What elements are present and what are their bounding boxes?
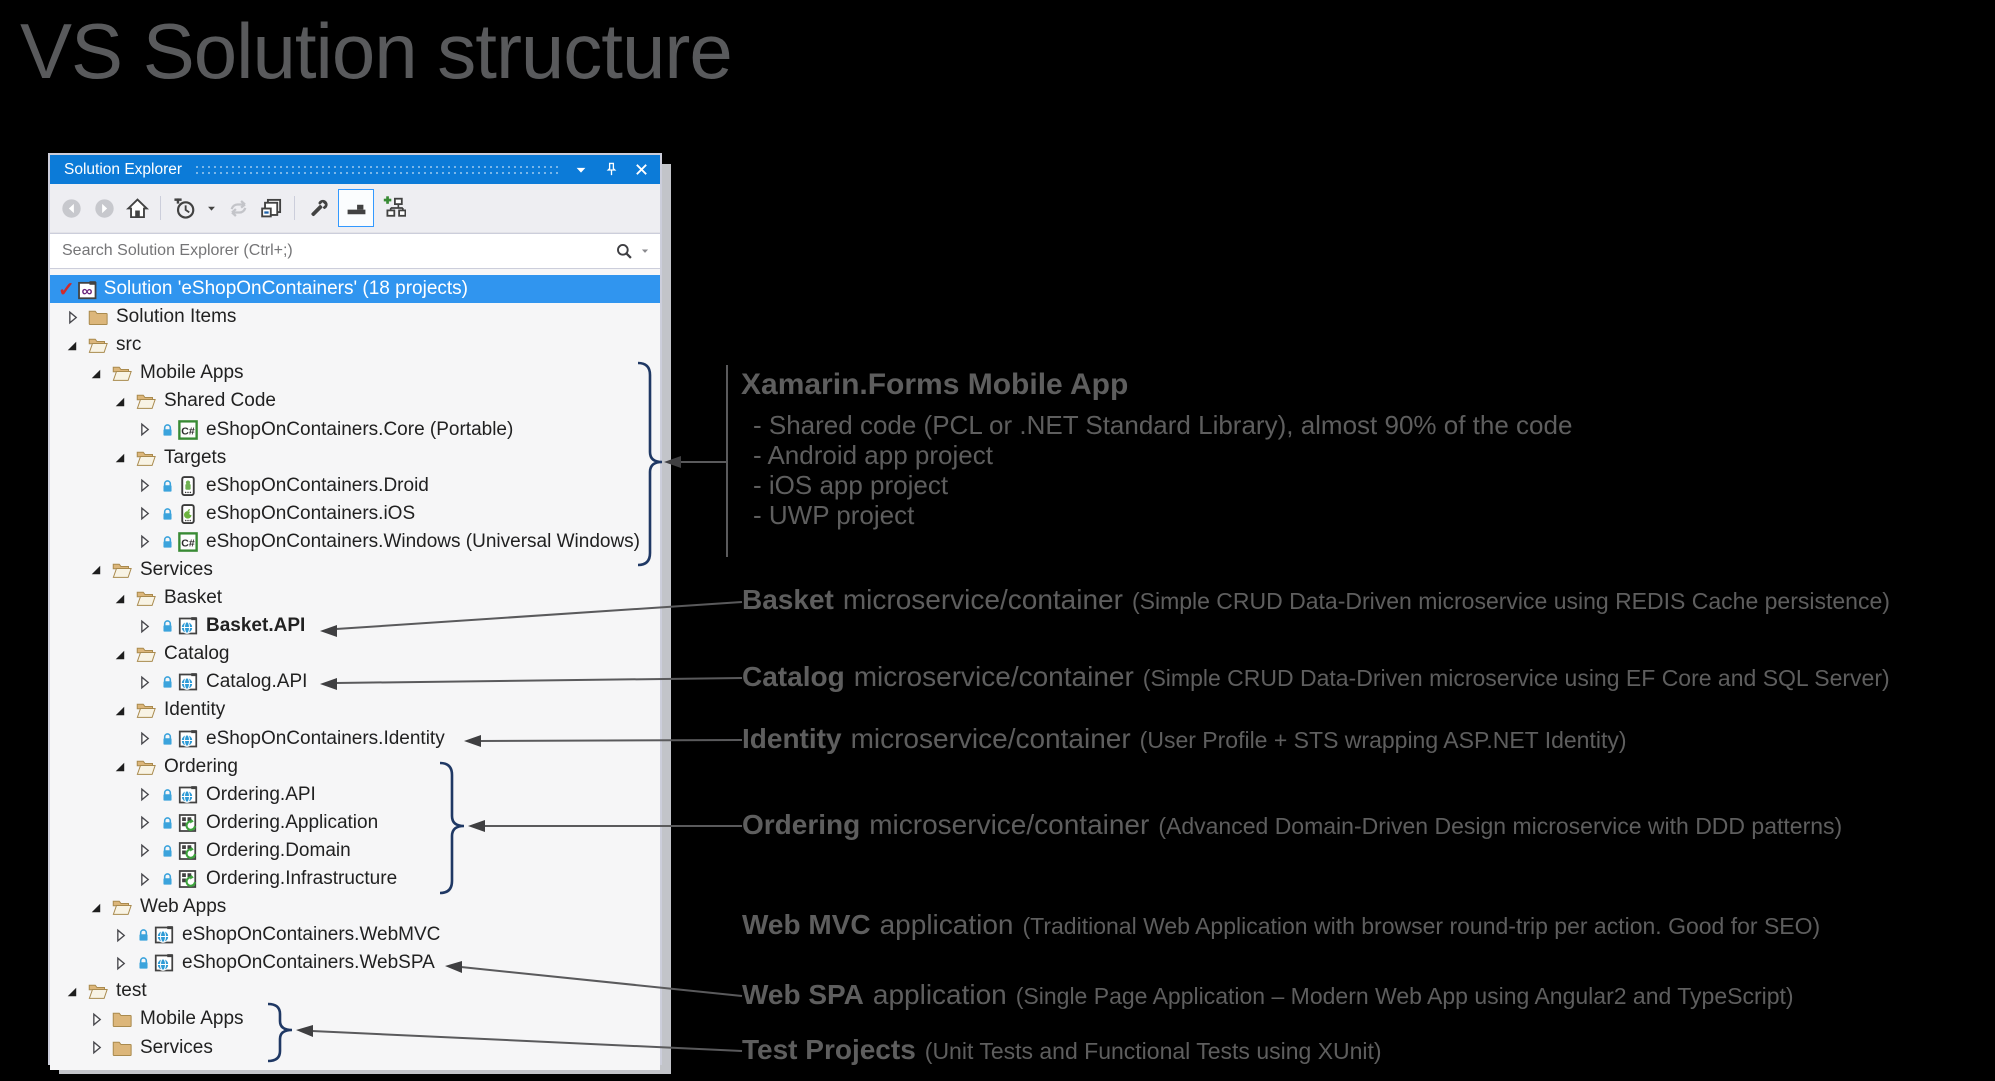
folder-open-icon xyxy=(136,588,156,608)
chevron-collapsed-icon[interactable] xyxy=(88,1039,105,1056)
callout-mid: microservice/container xyxy=(850,723,1131,754)
callout-lead: Web MVC xyxy=(742,909,871,940)
callout-mid: application xyxy=(879,909,1014,940)
tree-item-label: Basket xyxy=(164,587,223,609)
callout-lead: Web SPA xyxy=(742,979,864,1010)
chevron-expanded-icon[interactable] xyxy=(112,590,129,607)
web-project-icon xyxy=(178,672,198,692)
callout-mid: microservice/container xyxy=(869,809,1150,840)
tree-item-label: eShopOnContainers.Core (Portable) xyxy=(206,418,514,440)
chevron-collapsed-icon[interactable] xyxy=(136,674,153,691)
chevron-expanded-icon[interactable] xyxy=(88,365,105,382)
chevron-collapsed-icon[interactable] xyxy=(136,814,153,831)
tree-item-label: Mobile Apps xyxy=(140,1008,244,1030)
chevron-collapsed-icon[interactable] xyxy=(112,955,129,972)
lock-icon xyxy=(160,871,175,887)
chevron-expanded-icon[interactable] xyxy=(64,337,81,354)
chevron-collapsed-icon[interactable] xyxy=(112,927,129,944)
callout-mid: microservice/container xyxy=(842,584,1123,615)
folder-open-icon xyxy=(136,391,156,411)
sync-with-active-document-icon[interactable] xyxy=(381,195,407,221)
folder-open-icon xyxy=(136,700,156,720)
callout-mid: application xyxy=(872,979,1007,1010)
toolbar-separator xyxy=(294,196,295,220)
tree-item[interactable] xyxy=(50,977,660,1005)
window-titlebar[interactable] xyxy=(50,155,660,184)
tree-item-label: Ordering.API xyxy=(206,783,316,805)
callout-ordering xyxy=(742,809,1842,841)
sync-icon[interactable] xyxy=(225,195,251,221)
callout-lead: Basket xyxy=(742,584,834,615)
search-placeholder: Search Solution Explorer (Ctrl+;) xyxy=(62,242,293,259)
lock-icon xyxy=(160,815,175,831)
chevron-expanded-icon[interactable] xyxy=(112,702,129,719)
chevron-expanded-icon[interactable] xyxy=(88,561,105,578)
csharp-project-icon xyxy=(178,420,198,440)
tree-item[interactable] xyxy=(50,500,660,528)
annotation-bullet: - Android app project xyxy=(753,440,993,470)
tree-item-label: Services xyxy=(140,558,213,580)
callout-paren: (Simple CRUD Data-Driven microservice using EF Core and SQL Server) xyxy=(1142,665,1890,691)
annotation-bullet: - iOS app project xyxy=(753,470,949,500)
window-title: Solution Explorer xyxy=(64,160,183,178)
annotation-bullet: - UWP project xyxy=(753,500,915,530)
tree-item[interactable] xyxy=(50,696,660,724)
solution-icon xyxy=(76,279,96,299)
svg-text:C#: C# xyxy=(181,537,195,550)
chevron-collapsed-icon[interactable] xyxy=(136,730,153,747)
callout-catalog xyxy=(742,661,1890,693)
folder-open-icon xyxy=(88,335,108,355)
callout-identity xyxy=(742,723,1627,755)
lock-icon xyxy=(136,955,151,971)
tree-item-label: Catalog xyxy=(164,643,230,665)
callout-web-spa xyxy=(742,979,1794,1011)
tree-item[interactable] xyxy=(50,444,660,472)
folder-open-icon xyxy=(136,757,156,777)
solution-explorer-window xyxy=(48,153,662,1065)
titlebar-grip-texture xyxy=(194,164,558,176)
tree-item-label: Ordering.Infrastructure xyxy=(206,868,398,890)
toolbar-separator xyxy=(160,196,161,220)
tree-item[interactable] xyxy=(50,668,660,696)
lock-icon xyxy=(160,534,175,550)
folder-closed-icon xyxy=(88,307,108,327)
home-icon[interactable] xyxy=(124,195,150,221)
folder-open-icon xyxy=(136,448,156,468)
web-project-icon xyxy=(154,925,174,945)
callout-paren: (User Profile + STS wrapping ASP.NET Identity) xyxy=(1139,727,1627,753)
tree-item-label: Ordering.Application xyxy=(206,811,379,833)
tree-item-label: eShopOnContainers.Windows (Universal Windows) xyxy=(206,530,641,552)
source-control-check-icon: ✓ xyxy=(58,278,75,301)
tree-item-label: Mobile Apps xyxy=(140,362,244,384)
properties-wrench-icon[interactable] xyxy=(305,195,331,221)
chevron-expanded-icon[interactable] xyxy=(112,393,129,410)
chevron-collapsed-icon[interactable] xyxy=(136,533,153,550)
chevron-expanded-icon[interactable] xyxy=(112,449,129,466)
folder-open-icon xyxy=(136,644,156,664)
folder-closed-icon xyxy=(112,1009,132,1029)
callout-lead: Catalog xyxy=(742,661,845,692)
tree-item-label: Catalog.API xyxy=(206,671,308,693)
folder-open-icon xyxy=(88,981,108,1001)
chevron-collapsed-icon[interactable] xyxy=(136,505,153,522)
web-project-icon xyxy=(154,953,174,973)
callout-lead: Ordering xyxy=(742,809,861,840)
callout-paren: (Simple CRUD Data-Driven microservice using REDIS Cache persistence) xyxy=(1131,588,1890,614)
chevron-collapsed-icon[interactable] xyxy=(136,618,153,635)
callout-lead: Identity xyxy=(742,723,842,754)
tree-item-label: Shared Code xyxy=(164,390,276,412)
tree-item[interactable] xyxy=(50,893,660,921)
tree-item[interactable] xyxy=(50,528,660,556)
chevron-collapsed-icon[interactable] xyxy=(136,477,153,494)
folder-open-icon xyxy=(112,363,132,383)
show-all-files-button[interactable] xyxy=(338,189,374,227)
web-project-icon xyxy=(178,729,198,749)
chevron-expanded-icon[interactable] xyxy=(112,646,129,663)
chevron-collapsed-icon[interactable] xyxy=(136,786,153,803)
callout-paren: (Single Page Application – Modern Web App using Angular2 and TypeScript) xyxy=(1015,983,1794,1009)
tree-item-label: Ordering.Domain xyxy=(206,839,351,861)
back-icon[interactable] xyxy=(58,195,84,221)
chevron-collapsed-icon[interactable] xyxy=(88,1011,105,1028)
tree-item-label: src xyxy=(116,334,142,356)
tree-item[interactable] xyxy=(50,809,660,837)
lock-icon xyxy=(136,927,151,943)
callout-lead: Test Projects xyxy=(742,1034,916,1065)
lock-icon xyxy=(160,506,175,522)
lock-icon xyxy=(160,478,175,494)
chevron-collapsed-icon[interactable] xyxy=(136,871,153,888)
tree-item[interactable] xyxy=(50,275,660,303)
tree-item[interactable] xyxy=(50,837,660,865)
close-icon[interactable] xyxy=(630,159,652,181)
page-title: VS Solution structure xyxy=(20,7,732,95)
tree-item[interactable] xyxy=(50,1005,660,1033)
tree-item[interactable] xyxy=(50,949,660,977)
search-options-caret-icon[interactable] xyxy=(640,246,650,256)
tree-item-label: Solution Items xyxy=(116,306,237,328)
callout-test-projects xyxy=(742,1034,1382,1066)
search-icon[interactable] xyxy=(615,242,634,261)
classlib-project-icon xyxy=(178,813,198,833)
tree-item[interactable] xyxy=(50,387,660,415)
tree-item[interactable] xyxy=(50,865,660,893)
web-project-icon xyxy=(178,616,198,636)
chevron-collapsed-icon[interactable] xyxy=(64,309,81,326)
tree-item-label: Targets xyxy=(164,446,227,468)
callout-paren: (Advanced Domain-Driven Design microservice with DDD patterns) xyxy=(1158,813,1843,839)
lock-icon xyxy=(160,674,175,690)
tree-item-label: test xyxy=(116,980,147,1002)
tree-item-label: Solution 'eShopOnContainers' (18 projects) xyxy=(103,278,469,300)
chevron-collapsed-icon[interactable] xyxy=(136,842,153,859)
tree-item[interactable] xyxy=(50,612,660,640)
lock-icon xyxy=(160,618,175,634)
classlib-project-icon xyxy=(178,869,198,889)
mobile-app-annotation xyxy=(741,368,1572,530)
callout-paren: (Unit Tests and Functional Tests using XUnit) xyxy=(924,1038,1382,1064)
lock-icon xyxy=(160,422,175,438)
pending-changes-filter-icon[interactable] xyxy=(171,195,197,221)
tree-item-label: eShopOnContainers.Droid xyxy=(206,474,429,496)
tree-item[interactable] xyxy=(50,584,660,612)
forward-icon[interactable] xyxy=(91,195,117,221)
callout-mid: microservice/container xyxy=(853,661,1134,692)
tree-item[interactable] xyxy=(50,556,660,584)
tree-item-label: eShopOnContainers.WebMVC xyxy=(182,924,441,946)
tree-item[interactable] xyxy=(50,753,660,781)
annotation-heading: Xamarin.Forms Mobile App xyxy=(741,368,1129,401)
lock-icon xyxy=(160,787,175,803)
tree-item[interactable] xyxy=(50,921,660,949)
tree-item[interactable] xyxy=(50,781,660,809)
svg-text:∞: ∞ xyxy=(81,282,93,300)
window-position-caret-icon[interactable] xyxy=(570,159,592,181)
callout-web-mvc xyxy=(742,909,1820,941)
tree-item-label: eShopOnContainers.Identity xyxy=(206,727,445,749)
classlib-project-icon xyxy=(178,841,198,861)
chevron-collapsed-icon[interactable] xyxy=(136,421,153,438)
ios-project-icon xyxy=(178,504,198,524)
tree-item[interactable] xyxy=(50,359,660,387)
lock-icon xyxy=(160,843,175,859)
tree-item[interactable] xyxy=(50,472,660,500)
tree-item[interactable] xyxy=(50,331,660,359)
tree-item[interactable] xyxy=(50,415,660,443)
csharp-project-icon xyxy=(178,532,198,552)
web-project-icon xyxy=(178,785,198,805)
chevron-expanded-icon[interactable] xyxy=(112,758,129,775)
solution-explorer-toolbar xyxy=(50,184,660,233)
filter-dropdown-icon[interactable] xyxy=(204,195,218,221)
lock-icon xyxy=(160,731,175,747)
folder-open-icon xyxy=(112,560,132,580)
callout-paren: (Traditional Web Application with browser round-trip per action. Good for SEO) xyxy=(1022,913,1821,939)
android-project-icon xyxy=(178,476,198,496)
tree-item[interactable] xyxy=(50,303,660,331)
tree-item-label: eShopOnContainers.WebSPA xyxy=(182,952,435,974)
pin-icon[interactable] xyxy=(600,159,622,181)
tree-item-label: eShopOnContainers.iOS xyxy=(206,502,416,524)
svg-text:C#: C# xyxy=(181,424,195,437)
callout-basket xyxy=(742,584,1890,616)
folder-closed-icon xyxy=(112,1038,132,1058)
tree-item-label: Identity xyxy=(164,699,226,721)
tree-item-label: Ordering xyxy=(164,755,238,777)
folder-open-icon xyxy=(112,897,132,917)
tree-item-label: Services xyxy=(140,1036,213,1058)
collapse-all-icon[interactable] xyxy=(258,195,284,221)
search-input[interactable] xyxy=(50,233,660,269)
chevron-expanded-icon[interactable] xyxy=(64,983,81,1000)
tree-item-label: Web Apps xyxy=(140,896,227,918)
tree-item[interactable] xyxy=(50,640,660,668)
tree-item[interactable] xyxy=(50,725,660,753)
tree-item-label: Basket.API xyxy=(206,615,306,637)
annotation-bullet: - Shared code (PCL or .NET Standard Library), almost 90% of the code xyxy=(753,410,1573,440)
chevron-expanded-icon[interactable] xyxy=(88,899,105,916)
solution-tree xyxy=(50,269,660,1070)
tree-item[interactable] xyxy=(50,1034,660,1062)
